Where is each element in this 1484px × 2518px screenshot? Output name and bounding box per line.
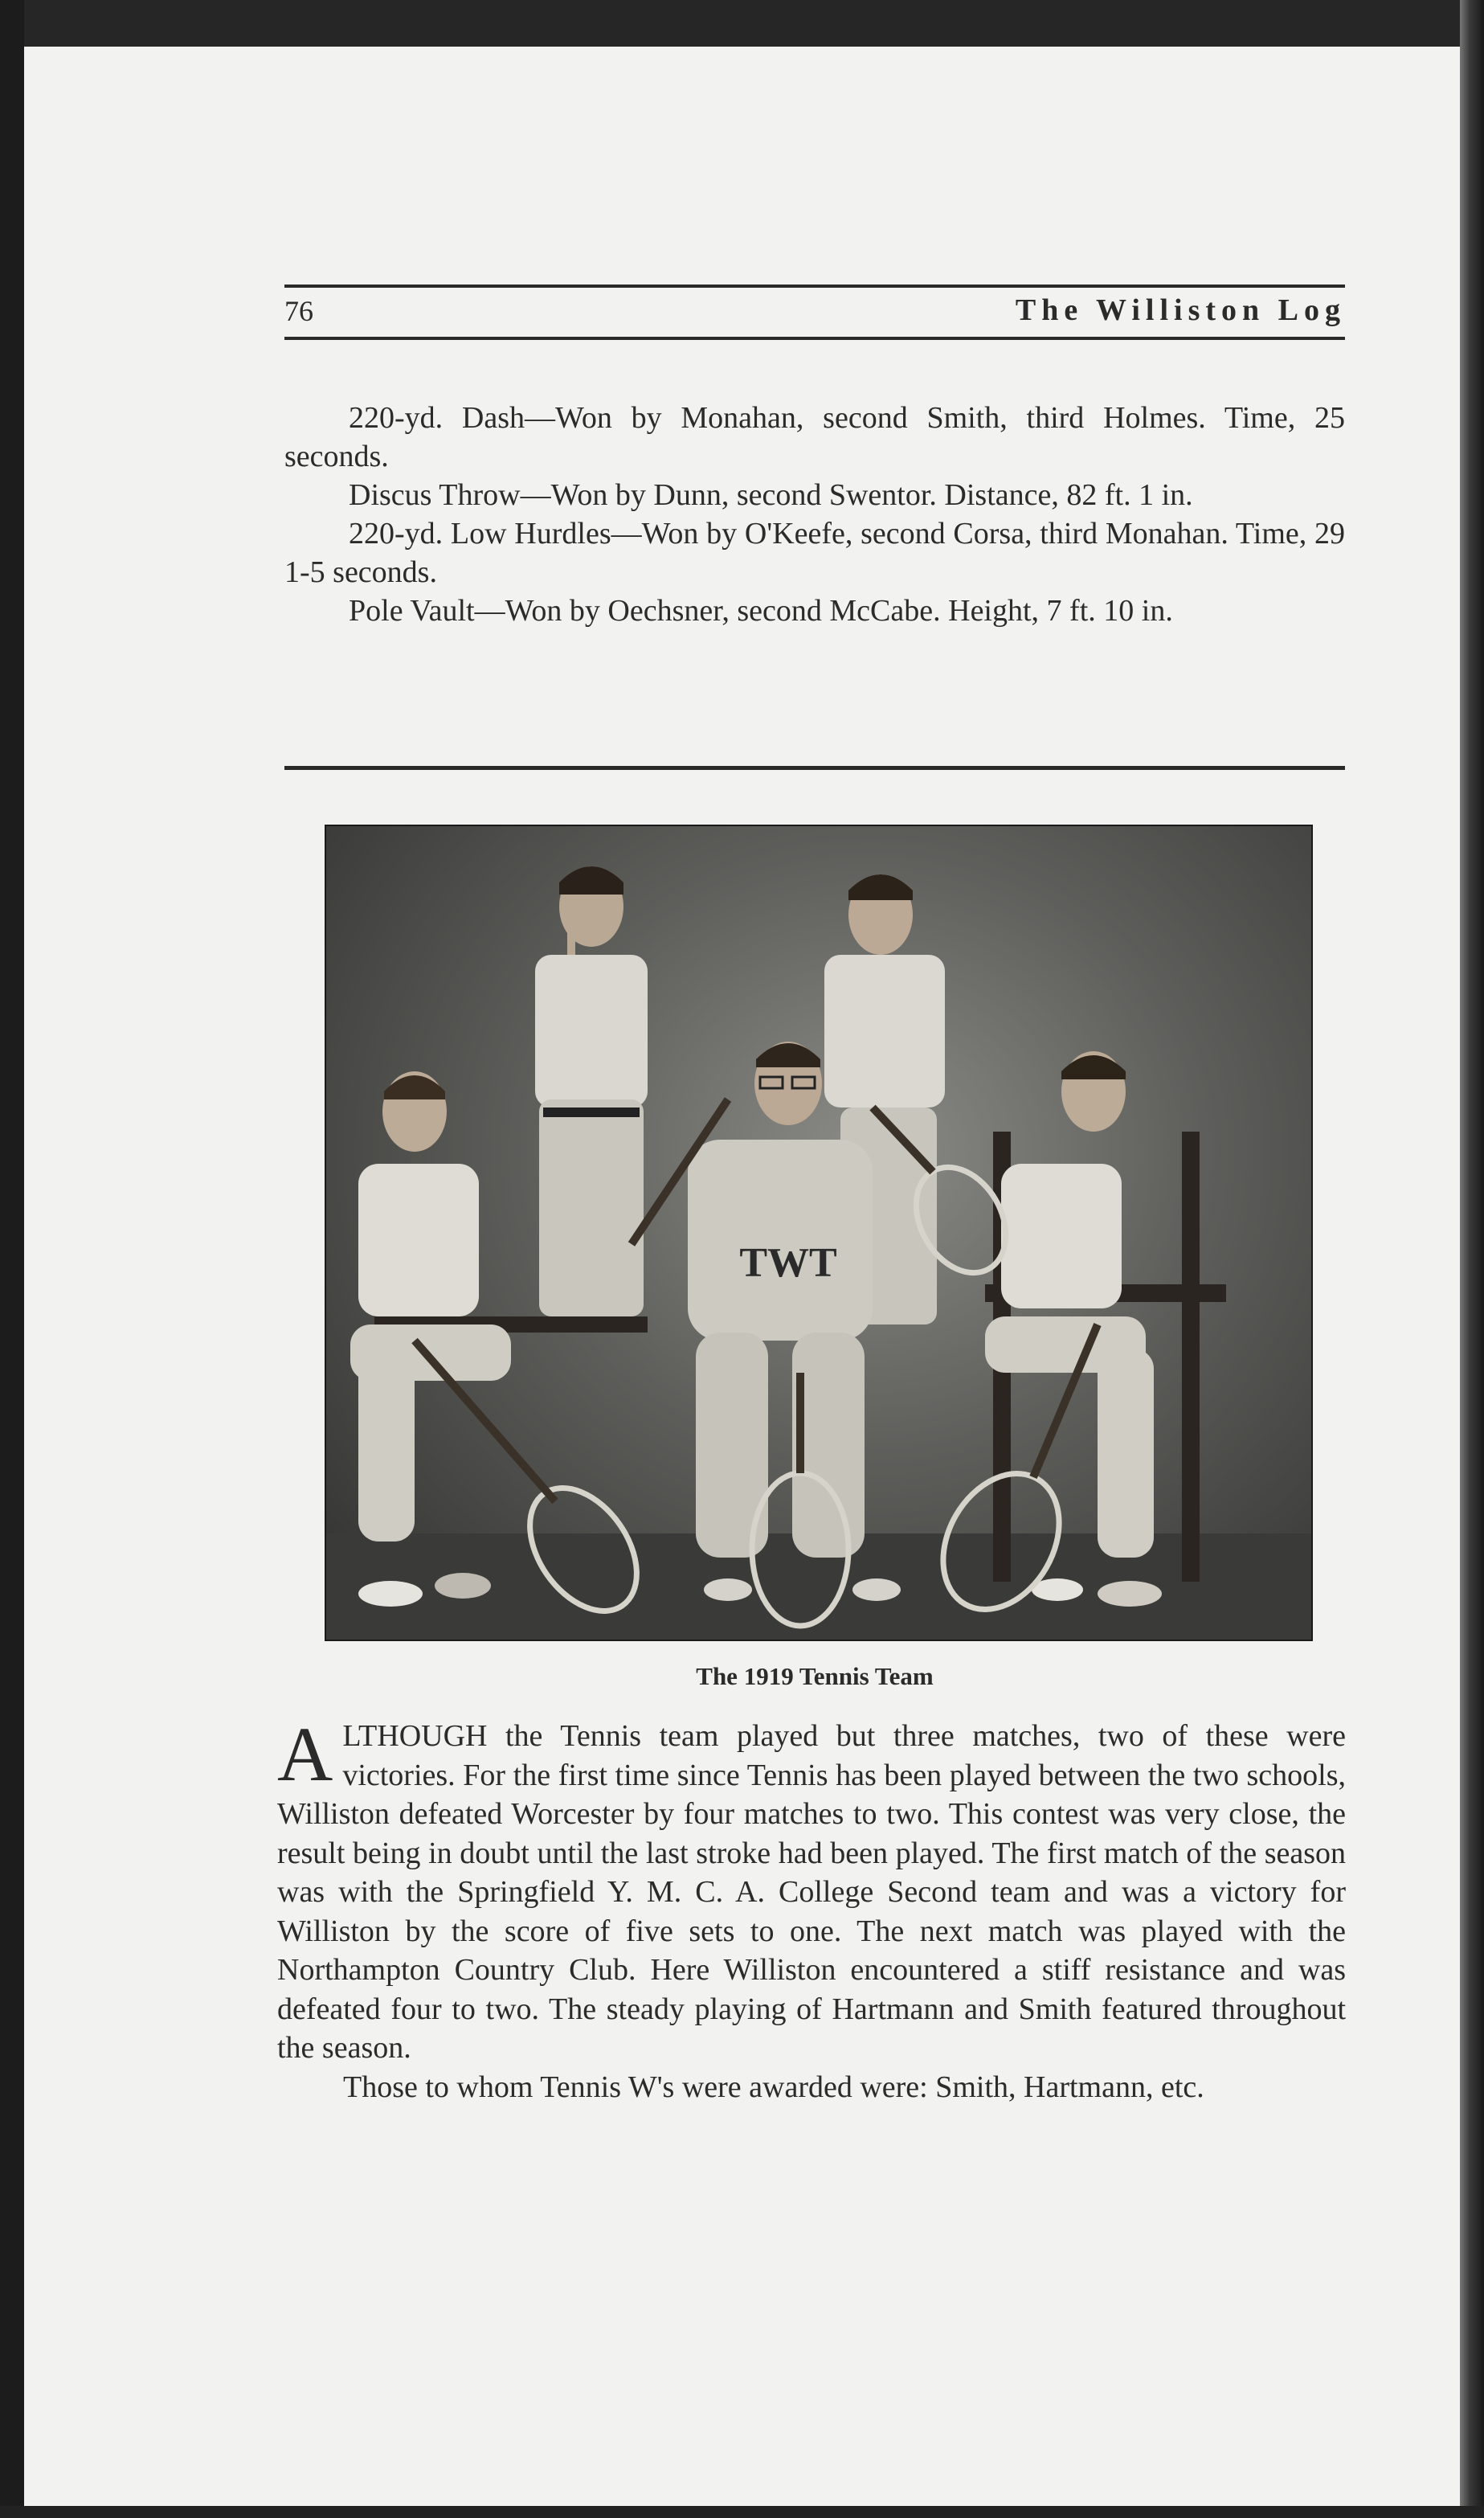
page-number: 76 xyxy=(284,295,313,327)
article-paragraph xyxy=(277,1711,1346,2068)
paragraph-text: LTHOUGH the Tennis team played but three matches, two of these were victories. For the first time since Tennis has been played between the two schools, Williston defeated Worcester by four matches to two. This contest was very close, the result being in doubt until the last stroke had been played. The first match of the season was with the Springfield Y. M. C. A. College Second team and was a victory for Williston by the score of five sets to one. The next match was played with the Northampton Country Club. Here Williston encountered a stiff resistance and was defeated four to two. The steady playing of Hartmann and Smith featured throughout the season. xyxy=(277,1719,1346,2065)
scan-bottom-border xyxy=(0,2506,1484,2518)
player-standing-left xyxy=(535,866,648,1316)
article-paragraph: Those to whom Tennis W's were awarded were: Smith, Hartmann, etc. xyxy=(343,2070,1204,2104)
tennis-team-photo xyxy=(325,825,1313,1641)
track-results xyxy=(284,399,1345,630)
section-divider xyxy=(284,766,1345,770)
book-spine xyxy=(1460,0,1484,2518)
drop-cap: A xyxy=(277,1711,333,1797)
player-seated-right xyxy=(985,1051,1162,1607)
scan-top-border xyxy=(0,0,1484,47)
player-seated-left xyxy=(350,1071,511,1607)
scan-left-border xyxy=(0,0,24,2518)
result-entry: 220-yd. Dash—Won by Monahan, second Smith, third Holmes. Time, 25 seconds. xyxy=(284,401,1345,473)
header-bottom-rule xyxy=(284,337,1345,340)
result-entry: 220-yd. Low Hurdles—Won by O'Keefe, second Corsa, third Monahan. Time, 29 1-5 seconds. xyxy=(284,517,1345,589)
result-entry: Pole Vault—Won by Oechsner, second McCabe. Height, 7 ft. 10 in. xyxy=(349,594,1173,628)
header-top-rule xyxy=(284,285,1345,288)
photo-caption: The 1919 Tennis Team xyxy=(696,1662,934,1690)
result-entry: Discus Throw—Won by Dunn, second Swentor. Distance, 82 ft. 1 in. xyxy=(349,478,1193,512)
sweater-letters: TWT xyxy=(739,1240,837,1286)
running-title: The Williston Log xyxy=(1015,293,1346,327)
article-body xyxy=(277,1711,1346,2107)
